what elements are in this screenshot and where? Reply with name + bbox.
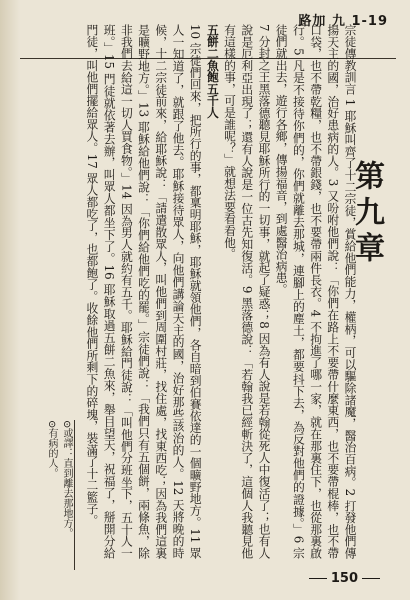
running-head: 路加 九 1-19 [298,14,388,29]
page-number-value: 150 [330,571,358,586]
page-number [305,571,384,586]
footnote-rule [74,420,75,570]
paragraph: 7 分封之王黑落德聽見耶穌所行的一切事，就起了疑惑；8 因為有人說是若翰從死人中復活了；也有人說是厄利亞出現了；還有人說是一位古先知復活。9 黑落德說：「若翰我已經斬決了，這個人我聽見他有這樣的事，可是誰呢？」就想法要看看他。 [222,24,271,559]
body-text [82,24,358,559]
footnote: ⊙有病的人。 [46,420,57,479]
paragraph: 10 宗徒們回來，把所行的事，都稟明耶穌，耶穌就領他們，各自暗到伯賽依達的一個曠野地方。11 眾人一知道了，就跟了他去。耶穌接待眾人，向他們講論天主的國，治好那些該治的人。12 天將晚的時候，十二宗徒前來，給耶穌說：「請遣散眾人，叫他們到周圍村莊，找住處，找東西吃；因為我們這裏是曠野地方。」13 耶穌給他們說：「你們給他們吃的罷。」宗徒們說：「我們只有五個餅，兩條魚，除非我們去給這一切人買食物。」14 因為男人就約有五千。耶穌給門徒說：「叫他們分班坐下，五十人一班。」15 門徒就依著去辦，叫眾人都坐下了。16 耶穌取過五餅二魚來，舉目望天，祝福了，掰開分給門徒，叫他們擺給眾人。17 眾人都吃了，也都飽了。收餘他們所剩下的碎塊，裝滿了十二籃子。 [84,24,203,559]
paragraph: 宗徒傳教訓言 1 耶穌叫齊了十二宗徒，賞給他們能力，權柄，可以驅除諸魔，醫治百病。2 打發他們傳揚天主的國，治好患病的人。3 又吩咐他們說：「你們在路上不要帶什麼東西，也不要帶棍棒，也不帶口袋，也不帶乾糧，也不帶銀錢，也不要帶兩件長衣。4 不拘進了哪一家，就在那裏住下，也從那裏啟行。5 凡是不接待你們的，你們就離去那城，連腳上的塵土，都要抖下去，為反對他們的證據。」6 宗徒們就出去，遊行各鄉，傳揚福音，到處醫治病患。 [274,24,357,559]
page-number-dash [309,578,327,579]
page-edge-shadow [0,0,20,600]
page-number-dash [362,578,380,579]
footnote: ⊙或譯：直到離去那地方。 [61,420,72,539]
chapter-title: 第九章 [349,160,384,268]
footnotes [44,420,74,570]
section-heading: 五餅二魚飽五千人 [205,24,220,119]
